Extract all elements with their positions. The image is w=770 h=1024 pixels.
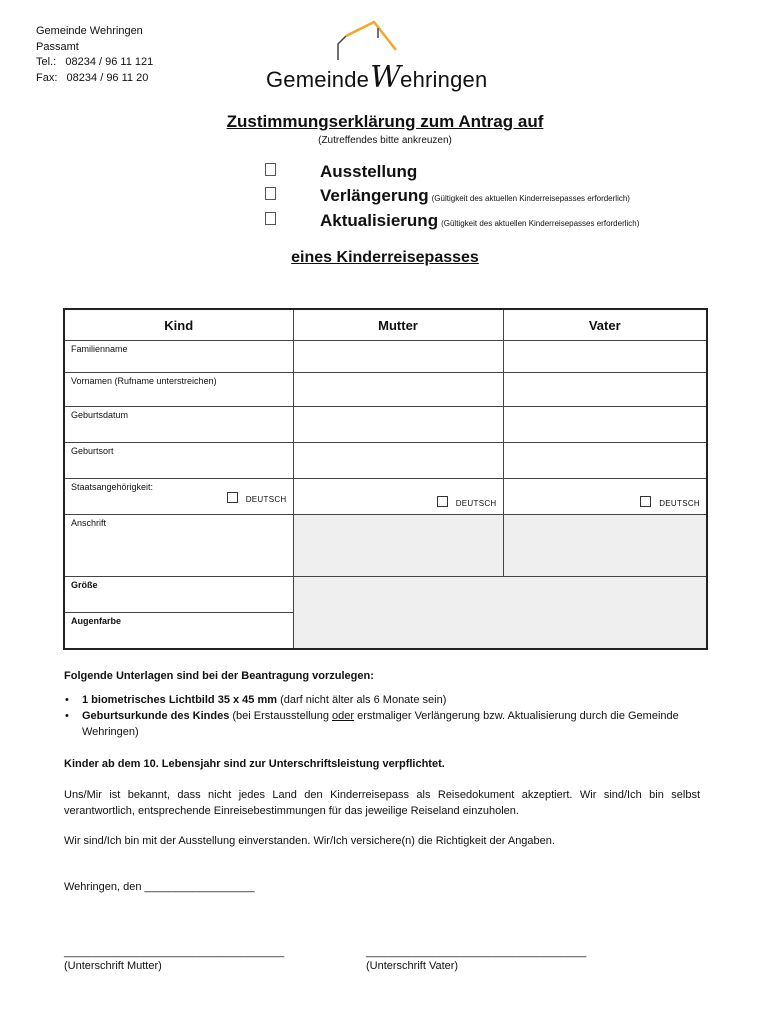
document-title: Zustimmungserklärung zum Antrag auf (226, 112, 544, 131)
header-address (36, 24, 153, 86)
table-row (64, 407, 707, 443)
checkbox-ausstellung[interactable] (265, 163, 276, 176)
field-geburtsdatum-vater[interactable] (503, 407, 707, 443)
field-vornamen-kind[interactable]: Vornamen (Rufname unterstreichen) (64, 373, 293, 407)
greyed-out-area (293, 577, 707, 649)
list-item: • Geburtsurkunde des Kindes (bei Erstausstellung oder erstmaliger Verlängerung bzw. Aktualisierung durch die Gemeinde Wehringen) (82, 708, 700, 740)
field-anschrift-vater[interactable] (503, 515, 707, 577)
field-vornamen-mutter[interactable] (293, 373, 503, 407)
field-staatsangehoerigkeit-kind: Staatsangehörigkeit: DEUTSCH (64, 479, 293, 515)
municipality-logo (266, 20, 506, 95)
fax: Fax: 08234 / 96 11 20 (36, 71, 149, 84)
field-staatsangehoerigkeit-mutter (293, 479, 503, 515)
phone: Tel.: 08234 / 96 11 121 (36, 56, 154, 68)
table-row (64, 577, 707, 613)
signature-label-father: (Unterschrift Vater) (366, 960, 459, 972)
org-name: Gemeinde Wehringen (36, 25, 143, 37)
field-vornamen-vater[interactable] (503, 373, 707, 407)
paragraph-acknowledgement: Uns/Mir ist bekannt, dass nicht jedes Land den Kinderreisepass als Reisedokument akzeptiert. Wir sind/Ich bin selbst verantwortlich, entsprechende Einreisebestimmungen für das jeweilige Reiseland einzuholen. (64, 789, 700, 817)
deutsch-option-mutter: DEUTSCH (294, 496, 503, 508)
data-form-table (63, 308, 708, 650)
field-geburtsdatum-kind[interactable]: Geburtsdatum (64, 407, 293, 443)
option-ausstellung: Ausstellung (265, 162, 417, 182)
checkbox-aktualisierung[interactable] (265, 212, 276, 225)
document-subtitle: (Zutreffendes bitte ankreuzen) (318, 135, 452, 146)
documents-list (64, 692, 700, 740)
documents-heading: Folgende Unterlagen sind bei der Beantragung vorzulegen: (64, 670, 374, 682)
field-familienname-kind[interactable]: Familienname (64, 341, 293, 373)
field-anschrift-mutter[interactable] (293, 515, 503, 577)
department: Passamt (36, 40, 79, 53)
header-mutter: Mutter (293, 309, 503, 341)
option-verlaengerung: Verlängerung (Gültigkeit des aktuellen Kinderreisepasses erforderlich) (265, 186, 630, 206)
place-date-field[interactable]: Wehringen, den __________________ (64, 881, 255, 893)
field-familienname-mutter[interactable] (293, 341, 503, 373)
table-header-row (64, 309, 707, 341)
checkbox-deutsch-vater[interactable] (640, 496, 651, 507)
field-geburtsort-vater[interactable] (503, 443, 707, 479)
table-row (64, 515, 707, 577)
field-geburtsdatum-mutter[interactable] (293, 407, 503, 443)
field-staatsangehoerigkeit-vater (503, 479, 707, 515)
option-aktualisierung: Aktualisierung (Gültigkeit des aktuellen Kinderreisepasses erforderlich) (265, 211, 639, 231)
field-anschrift-kind[interactable]: Anschrift (64, 515, 293, 577)
signature-line-father[interactable]: ____________________________________ (366, 946, 587, 958)
deutsch-option-kind: DEUTSCH (65, 492, 293, 504)
table-row (64, 443, 707, 479)
table-row (64, 479, 707, 515)
field-augenfarbe-kind[interactable]: Augenfarbe (64, 613, 293, 649)
signature-duty-notice: Kinder ab dem 10. Lebensjahr sind zur Unterschriftsleistung verpflichtet. (64, 758, 445, 770)
logo-wordmark: GemeindeWehringen (266, 60, 488, 95)
list-item: • 1 biometrisches Lichtbild 35 x 45 mm (darf nicht älter als 6 Monate sein) (82, 692, 700, 708)
checkbox-deutsch-mutter[interactable] (437, 496, 448, 507)
signature-label-mother: (Unterschrift Mutter) (64, 960, 162, 972)
field-geburtsort-kind[interactable]: Geburtsort (64, 443, 293, 479)
field-groesse-kind[interactable]: Größe (64, 577, 293, 613)
deutsch-option-vater: DEUTSCH (504, 496, 707, 508)
field-geburtsort-mutter[interactable] (293, 443, 503, 479)
table-row (64, 373, 707, 407)
table-row (64, 341, 707, 373)
checkbox-verlaengerung[interactable] (265, 187, 276, 200)
checkbox-deutsch-kind[interactable] (227, 492, 238, 503)
document-subject: eines Kinderreisepasses (291, 249, 479, 266)
field-familienname-vater[interactable] (503, 341, 707, 373)
paragraph-consent: Wir sind/Ich bin mit der Ausstellung einverstanden. Wir/Ich versichere(n) die Richtigkeit der Angaben. (64, 835, 555, 847)
header-vater: Vater (503, 309, 707, 341)
header-kind: Kind (64, 309, 293, 341)
signature-line-mother[interactable]: ____________________________________ (64, 946, 285, 958)
